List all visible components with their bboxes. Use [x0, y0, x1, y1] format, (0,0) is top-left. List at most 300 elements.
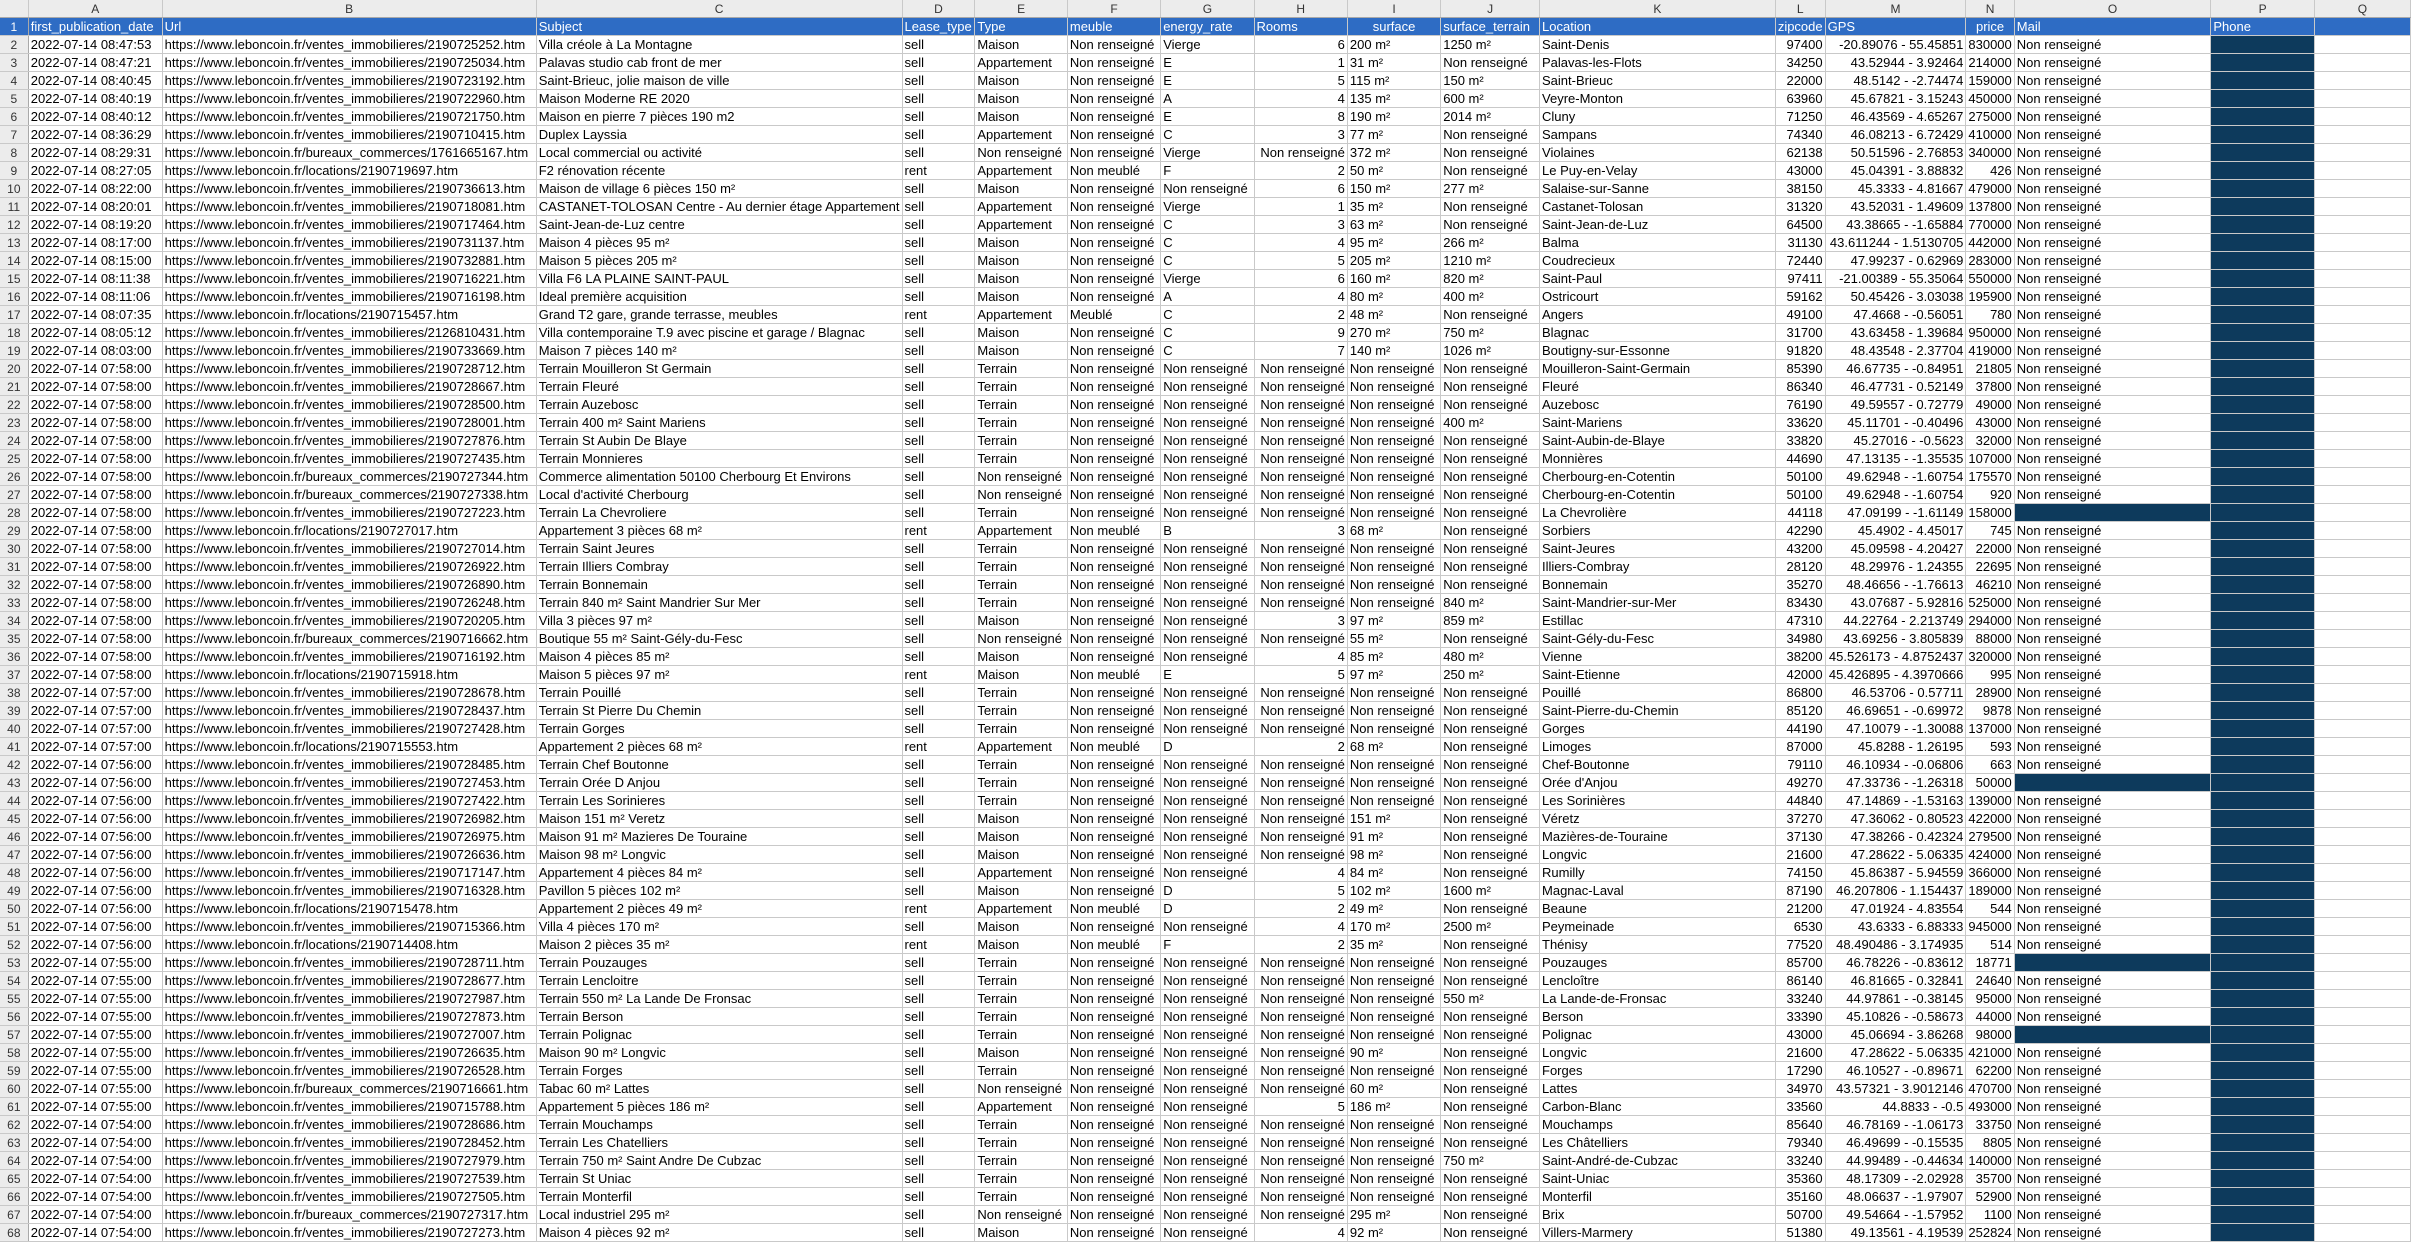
cell-h[interactable]: 4: [1254, 90, 1347, 108]
cell-h[interactable]: Non renseigné: [1254, 684, 1347, 702]
cell-d[interactable]: sell: [902, 432, 975, 450]
cell-o[interactable]: Non renseigné: [2014, 918, 2211, 936]
cell-h[interactable]: Non renseigné: [1254, 810, 1347, 828]
cell-d[interactable]: sell: [902, 972, 975, 990]
cell-a[interactable]: 2022-07-14 08:15:00: [28, 252, 162, 270]
cell-n[interactable]: 275000: [1966, 108, 2014, 126]
cell-g[interactable]: C: [1161, 324, 1254, 342]
row-header[interactable]: 7: [0, 126, 28, 144]
row-header[interactable]: 21: [0, 378, 28, 396]
cell-j[interactable]: Non renseigné: [1441, 954, 1540, 972]
cell-c[interactable]: Maison 4 pièces 95 m²: [536, 234, 902, 252]
cell-m[interactable]: 44.99489 - -0.44634: [1825, 1152, 1966, 1170]
cell-l[interactable]: 74340: [1775, 126, 1825, 144]
cell-a[interactable]: 2022-07-14 07:58:00: [28, 666, 162, 684]
cell-i[interactable]: Non renseigné: [1347, 702, 1440, 720]
cell-h[interactable]: Non renseigné: [1254, 846, 1347, 864]
row-header[interactable]: 40: [0, 720, 28, 738]
cell-o[interactable]: Non renseigné: [2014, 180, 2211, 198]
cell-o[interactable]: Non renseigné: [2014, 270, 2211, 288]
cell-q[interactable]: [2314, 954, 2410, 972]
cell-a[interactable]: 2022-07-14 08:27:05: [28, 162, 162, 180]
cell-b[interactable]: https://www.leboncoin.fr/ventes_immobilieres/2190716221.htm: [162, 270, 536, 288]
cell-p-redacted[interactable]: [2211, 162, 2315, 180]
cell-h[interactable]: 5: [1254, 72, 1347, 90]
cell-q[interactable]: [2314, 90, 2410, 108]
cell-e[interactable]: Appartement: [975, 216, 1067, 234]
cell-c[interactable]: F2 rénovation récente: [536, 162, 902, 180]
cell-l[interactable]: 42290: [1775, 522, 1825, 540]
cell-g[interactable]: Non renseigné: [1161, 720, 1254, 738]
cell-g[interactable]: Non renseigné: [1161, 630, 1254, 648]
cell-j[interactable]: 840 m²: [1441, 594, 1540, 612]
cell-g[interactable]: Non renseigné: [1161, 756, 1254, 774]
cell-c[interactable]: Terrain Pouillé: [536, 684, 902, 702]
cell-b[interactable]: https://www.leboncoin.fr/ventes_immobilieres/2190728686.htm: [162, 1116, 536, 1134]
cell-m[interactable]: 50.45426 - 3.03038: [1825, 288, 1966, 306]
row-header[interactable]: 43: [0, 774, 28, 792]
cell-d[interactable]: sell: [902, 558, 975, 576]
cell-i[interactable]: 55 m²: [1347, 630, 1440, 648]
cell-e[interactable]: Terrain: [975, 450, 1067, 468]
cell-a[interactable]: 2022-07-14 08:40:45: [28, 72, 162, 90]
cell-m[interactable]: 46.81665 - 0.32841: [1825, 972, 1966, 990]
cell-f[interactable]: Non renseigné: [1067, 1080, 1160, 1098]
cell-c[interactable]: Maison 98 m² Longvic: [536, 846, 902, 864]
cell-d[interactable]: sell: [902, 756, 975, 774]
cell-h[interactable]: 2: [1254, 738, 1347, 756]
cell-o[interactable]: Non renseigné: [2014, 1008, 2211, 1026]
row-header[interactable]: 36: [0, 648, 28, 666]
cell-n[interactable]: 22000: [1966, 540, 2014, 558]
cell-j[interactable]: Non renseigné: [1441, 1206, 1540, 1224]
row-header[interactable]: 61: [0, 1098, 28, 1116]
cell-g[interactable]: Non renseigné: [1161, 1224, 1254, 1242]
cell-j[interactable]: Non renseigné: [1441, 360, 1540, 378]
cell-l[interactable]: 33240: [1775, 1152, 1825, 1170]
cell-c[interactable]: Ideal première acquisition: [536, 288, 902, 306]
column-header-n[interactable]: N: [1966, 0, 2014, 18]
cell-i[interactable]: Non renseigné: [1347, 1134, 1440, 1152]
cell-j[interactable]: Non renseigné: [1441, 144, 1540, 162]
cell-q[interactable]: [2314, 198, 2410, 216]
cell-k[interactable]: Salaise-sur-Sanne: [1540, 180, 1776, 198]
cell-q[interactable]: [2314, 936, 2410, 954]
cell-d[interactable]: sell: [902, 198, 975, 216]
cell-m[interactable]: 50.51596 - 2.76853: [1825, 144, 1966, 162]
cell-d[interactable]: sell: [902, 1044, 975, 1062]
row-header[interactable]: 64: [0, 1152, 28, 1170]
cell-j[interactable]: 480 m²: [1441, 648, 1540, 666]
cell-l[interactable]: 86340: [1775, 378, 1825, 396]
cell-j[interactable]: Non renseigné: [1441, 792, 1540, 810]
cell-f[interactable]: Non meublé: [1067, 936, 1160, 954]
cell-k[interactable]: Gorges: [1540, 720, 1776, 738]
column-header-m[interactable]: M: [1825, 0, 1966, 18]
cell-j[interactable]: 277 m²: [1441, 180, 1540, 198]
cell-g[interactable]: F: [1161, 162, 1254, 180]
cell-c[interactable]: Appartement 4 pièces 84 m²: [536, 864, 902, 882]
cell-d[interactable]: sell: [902, 270, 975, 288]
cell-l[interactable]: 44840: [1775, 792, 1825, 810]
row-header[interactable]: 13: [0, 234, 28, 252]
cell-h[interactable]: 4: [1254, 234, 1347, 252]
header-cell-m[interactable]: GPS: [1825, 18, 1966, 36]
cell-c[interactable]: Maison 4 pièces 92 m²: [536, 1224, 902, 1242]
cell-o[interactable]: Non renseigné: [2014, 558, 2211, 576]
cell-a[interactable]: 2022-07-14 07:54:00: [28, 1170, 162, 1188]
cell-k[interactable]: Pouzauges: [1540, 954, 1776, 972]
row-header[interactable]: 60: [0, 1080, 28, 1098]
cell-d[interactable]: sell: [902, 792, 975, 810]
cell-i[interactable]: 270 m²: [1347, 324, 1440, 342]
cell-m[interactable]: 47.28622 - 5.06335: [1825, 846, 1966, 864]
cell-e[interactable]: Maison: [975, 648, 1067, 666]
cell-e[interactable]: Maison: [975, 234, 1067, 252]
cell-d[interactable]: sell: [902, 630, 975, 648]
cell-c[interactable]: Terrain St Uniac: [536, 1170, 902, 1188]
cell-f[interactable]: Non renseigné: [1067, 846, 1160, 864]
cell-e[interactable]: Maison: [975, 918, 1067, 936]
cell-i[interactable]: 91 m²: [1347, 828, 1440, 846]
cell-k[interactable]: Forges: [1540, 1062, 1776, 1080]
cell-j[interactable]: Non renseigné: [1441, 504, 1540, 522]
cell-m[interactable]: 47.38266 - 0.42324: [1825, 828, 1966, 846]
cell-e[interactable]: Maison: [975, 882, 1067, 900]
cell-q[interactable]: [2314, 1188, 2410, 1206]
cell-i[interactable]: 186 m²: [1347, 1098, 1440, 1116]
cell-b[interactable]: https://www.leboncoin.fr/ventes_immobilieres/2190718081.htm: [162, 198, 536, 216]
cell-h[interactable]: 4: [1254, 918, 1347, 936]
cell-m[interactable]: 47.33736 - -1.26318: [1825, 774, 1966, 792]
cell-q[interactable]: [2314, 126, 2410, 144]
cell-l[interactable]: 85390: [1775, 360, 1825, 378]
row-header[interactable]: 39: [0, 702, 28, 720]
cell-c[interactable]: Terrain Lencloitre: [536, 972, 902, 990]
cell-f[interactable]: Non renseigné: [1067, 1098, 1160, 1116]
cell-c[interactable]: Terrain Les Sorinieres: [536, 792, 902, 810]
cell-o[interactable]: Non renseigné: [2014, 396, 2211, 414]
cell-e[interactable]: Terrain: [975, 702, 1067, 720]
cell-q[interactable]: [2314, 666, 2410, 684]
cell-e[interactable]: Terrain: [975, 684, 1067, 702]
cell-f[interactable]: Non renseigné: [1067, 990, 1160, 1008]
cell-m[interactable]: 46.08213 - 6.72429: [1825, 126, 1966, 144]
cell-h[interactable]: 3: [1254, 216, 1347, 234]
cell-e[interactable]: Appartement: [975, 126, 1067, 144]
cell-e[interactable]: Terrain: [975, 414, 1067, 432]
cell-e[interactable]: Appartement: [975, 900, 1067, 918]
cell-p-redacted[interactable]: [2211, 72, 2315, 90]
cell-m[interactable]: 48.490486 - 3.174935: [1825, 936, 1966, 954]
cell-b[interactable]: https://www.leboncoin.fr/ventes_immobilieres/2190715366.htm: [162, 918, 536, 936]
cell-b[interactable]: https://www.leboncoin.fr/ventes_immobilieres/2190728678.htm: [162, 684, 536, 702]
cell-i[interactable]: 68 m²: [1347, 522, 1440, 540]
cell-l[interactable]: 34250: [1775, 54, 1825, 72]
cell-k[interactable]: Orée d'Anjou: [1540, 774, 1776, 792]
cell-b[interactable]: https://www.leboncoin.fr/ventes_immobilieres/2190727223.htm: [162, 504, 536, 522]
cell-l[interactable]: 63960: [1775, 90, 1825, 108]
cell-b[interactable]: https://www.leboncoin.fr/ventes_immobilieres/2190728485.htm: [162, 756, 536, 774]
cell-f[interactable]: Non renseigné: [1067, 756, 1160, 774]
cell-g[interactable]: Vierge: [1161, 198, 1254, 216]
cell-o[interactable]: Non renseigné: [2014, 666, 2211, 684]
cell-k[interactable]: Balma: [1540, 234, 1776, 252]
cell-f[interactable]: Non renseigné: [1067, 630, 1160, 648]
cell-p-redacted[interactable]: [2211, 576, 2315, 594]
cell-p-redacted[interactable]: [2211, 864, 2315, 882]
row-header[interactable]: 66: [0, 1188, 28, 1206]
cell-q[interactable]: [2314, 72, 2410, 90]
cell-p-redacted[interactable]: [2211, 1206, 2315, 1224]
cell-g[interactable]: Non renseigné: [1161, 396, 1254, 414]
cell-p-redacted[interactable]: [2211, 306, 2315, 324]
cell-e[interactable]: Terrain: [975, 558, 1067, 576]
cell-a[interactable]: 2022-07-14 07:58:00: [28, 648, 162, 666]
cell-c[interactable]: Appartement 3 pièces 68 m²: [536, 522, 902, 540]
row-header[interactable]: 27: [0, 486, 28, 504]
cell-n[interactable]: 43000: [1966, 414, 2014, 432]
cell-b[interactable]: https://www.leboncoin.fr/ventes_immobilieres/2190728452.htm: [162, 1134, 536, 1152]
cell-j[interactable]: 859 m²: [1441, 612, 1540, 630]
cell-k[interactable]: Magnac-Laval: [1540, 882, 1776, 900]
cell-q[interactable]: [2314, 990, 2410, 1008]
column-header-c[interactable]: C: [536, 0, 902, 18]
cell-k[interactable]: Saint-Jeures: [1540, 540, 1776, 558]
cell-d[interactable]: sell: [902, 990, 975, 1008]
cell-j[interactable]: 1026 m²: [1441, 342, 1540, 360]
cell-j[interactable]: 1210 m²: [1441, 252, 1540, 270]
cell-e[interactable]: Non renseigné: [975, 486, 1067, 504]
cell-m[interactable]: 43.57321 - 3.9012146: [1825, 1080, 1966, 1098]
cell-n[interactable]: 32000: [1966, 432, 2014, 450]
cell-l[interactable]: 97400: [1775, 36, 1825, 54]
cell-f[interactable]: Non renseigné: [1067, 576, 1160, 594]
cell-g[interactable]: Non renseigné: [1161, 414, 1254, 432]
header-cell-f[interactable]: meuble: [1067, 18, 1160, 36]
cell-c[interactable]: Terrain St Pierre Du Chemin: [536, 702, 902, 720]
cell-l[interactable]: 37130: [1775, 828, 1825, 846]
cell-c[interactable]: Duplex Layssia: [536, 126, 902, 144]
cell-i[interactable]: 77 m²: [1347, 126, 1440, 144]
cell-h[interactable]: Non renseigné: [1254, 504, 1347, 522]
cell-l[interactable]: 85120: [1775, 702, 1825, 720]
cell-n[interactable]: 450000: [1966, 90, 2014, 108]
cell-i[interactable]: Non renseigné: [1347, 486, 1440, 504]
cell-b[interactable]: https://www.leboncoin.fr/ventes_immobilieres/2190727453.htm: [162, 774, 536, 792]
cell-k[interactable]: Mouchamps: [1540, 1116, 1776, 1134]
cell-m[interactable]: 45.3333 - 4.81667: [1825, 180, 1966, 198]
cell-d[interactable]: sell: [902, 1134, 975, 1152]
cell-c[interactable]: Terrain 750 m² Saint Andre De Cubzac: [536, 1152, 902, 1170]
cell-n[interactable]: 920: [1966, 486, 2014, 504]
cell-h[interactable]: 5: [1254, 666, 1347, 684]
cell-a[interactable]: 2022-07-14 07:56:00: [28, 864, 162, 882]
cell-l[interactable]: 33820: [1775, 432, 1825, 450]
cell-j[interactable]: Non renseigné: [1441, 126, 1540, 144]
cell-j[interactable]: Non renseigné: [1441, 432, 1540, 450]
cell-o-redacted[interactable]: [2014, 504, 2211, 522]
cell-b[interactable]: https://www.leboncoin.fr/ventes_immobilieres/2190710415.htm: [162, 126, 536, 144]
cell-i[interactable]: Non renseigné: [1347, 414, 1440, 432]
cell-p-redacted[interactable]: [2211, 972, 2315, 990]
cell-c[interactable]: Pavillon 5 pièces 102 m²: [536, 882, 902, 900]
cell-g[interactable]: D: [1161, 882, 1254, 900]
cell-f[interactable]: Non meublé: [1067, 738, 1160, 756]
cell-d[interactable]: sell: [902, 1188, 975, 1206]
cell-i[interactable]: Non renseigné: [1347, 954, 1440, 972]
cell-p-redacted[interactable]: [2211, 90, 2315, 108]
cell-j[interactable]: Non renseigné: [1441, 936, 1540, 954]
cell-l[interactable]: 42000: [1775, 666, 1825, 684]
cell-h[interactable]: Non renseigné: [1254, 360, 1347, 378]
cell-k[interactable]: Le Puy-en-Velay: [1540, 162, 1776, 180]
cell-g[interactable]: Non renseigné: [1161, 1188, 1254, 1206]
cell-i[interactable]: Non renseigné: [1347, 774, 1440, 792]
cell-q[interactable]: [2314, 1152, 2410, 1170]
cell-f[interactable]: Non renseigné: [1067, 1026, 1160, 1044]
select-all-corner[interactable]: [0, 0, 28, 18]
cell-q[interactable]: [2314, 774, 2410, 792]
cell-h[interactable]: 5: [1254, 252, 1347, 270]
cell-b[interactable]: https://www.leboncoin.fr/ventes_immobilieres/2190723192.htm: [162, 72, 536, 90]
cell-i[interactable]: 190 m²: [1347, 108, 1440, 126]
cell-c[interactable]: Maison en pierre 7 pièces 190 m2: [536, 108, 902, 126]
cell-k[interactable]: Saint-Jean-de-Luz: [1540, 216, 1776, 234]
cell-p-redacted[interactable]: [2211, 486, 2315, 504]
cell-l[interactable]: 35160: [1775, 1188, 1825, 1206]
cell-m[interactable]: 48.43548 - 2.37704: [1825, 342, 1966, 360]
cell-m[interactable]: 49.59557 - 0.72779: [1825, 396, 1966, 414]
cell-k[interactable]: Peymeinade: [1540, 918, 1776, 936]
cell-n[interactable]: 493000: [1966, 1098, 2014, 1116]
cell-k[interactable]: Saint-Gély-du-Fesc: [1540, 630, 1776, 648]
cell-c[interactable]: Grand T2 gare, grande terrasse, meubles: [536, 306, 902, 324]
cell-p-redacted[interactable]: [2211, 936, 2315, 954]
cell-m[interactable]: 46.207806 - 1.154437: [1825, 882, 1966, 900]
cell-g[interactable]: Non renseigné: [1161, 450, 1254, 468]
cell-d[interactable]: sell: [902, 342, 975, 360]
cell-q[interactable]: [2314, 1044, 2410, 1062]
cell-o[interactable]: Non renseigné: [2014, 234, 2211, 252]
row-header[interactable]: 46: [0, 828, 28, 846]
cell-b[interactable]: https://www.leboncoin.fr/ventes_immobilieres/2190728500.htm: [162, 396, 536, 414]
cell-i[interactable]: 140 m²: [1347, 342, 1440, 360]
cell-i[interactable]: 60 m²: [1347, 1080, 1440, 1098]
cell-f[interactable]: Non renseigné: [1067, 504, 1160, 522]
cell-d[interactable]: sell: [902, 1152, 975, 1170]
row-header[interactable]: 68: [0, 1224, 28, 1242]
cell-i[interactable]: Non renseigné: [1347, 684, 1440, 702]
cell-n[interactable]: 137800: [1966, 198, 2014, 216]
cell-o[interactable]: Non renseigné: [2014, 684, 2211, 702]
cell-e[interactable]: Terrain: [975, 1170, 1067, 1188]
cell-p-redacted[interactable]: [2211, 540, 2315, 558]
cell-q[interactable]: [2314, 630, 2410, 648]
cell-l[interactable]: 44690: [1775, 450, 1825, 468]
cell-p-redacted[interactable]: [2211, 666, 2315, 684]
cell-e[interactable]: Maison: [975, 180, 1067, 198]
cell-e[interactable]: Maison: [975, 90, 1067, 108]
cell-m[interactable]: 46.47731 - 0.52149: [1825, 378, 1966, 396]
cell-e[interactable]: Appartement: [975, 1098, 1067, 1116]
cell-p-redacted[interactable]: [2211, 1044, 2315, 1062]
row-header[interactable]: 20: [0, 360, 28, 378]
cell-k[interactable]: Brix: [1540, 1206, 1776, 1224]
cell-p-redacted[interactable]: [2211, 1188, 2315, 1206]
cell-p-redacted[interactable]: [2211, 882, 2315, 900]
cell-q[interactable]: [2314, 342, 2410, 360]
cell-g[interactable]: Non renseigné: [1161, 360, 1254, 378]
cell-q[interactable]: [2314, 846, 2410, 864]
cell-n[interactable]: 1100: [1966, 1206, 2014, 1224]
cell-l[interactable]: 28120: [1775, 558, 1825, 576]
cell-q[interactable]: [2314, 684, 2410, 702]
cell-p-redacted[interactable]: [2211, 684, 2315, 702]
cell-q[interactable]: [2314, 54, 2410, 72]
cell-p-redacted[interactable]: [2211, 1224, 2315, 1242]
cell-g[interactable]: Non renseigné: [1161, 828, 1254, 846]
cell-c[interactable]: Villa 4 pièces 170 m²: [536, 918, 902, 936]
cell-g[interactable]: Non renseigné: [1161, 1152, 1254, 1170]
cell-e[interactable]: Terrain: [975, 954, 1067, 972]
cell-l[interactable]: 21200: [1775, 900, 1825, 918]
cell-e[interactable]: Appartement: [975, 738, 1067, 756]
cell-j[interactable]: Non renseigné: [1441, 1224, 1540, 1242]
cell-a[interactable]: 2022-07-14 07:58:00: [28, 522, 162, 540]
cell-d[interactable]: sell: [902, 72, 975, 90]
cell-f[interactable]: Non renseigné: [1067, 558, 1160, 576]
cell-g[interactable]: Vierge: [1161, 36, 1254, 54]
cell-a[interactable]: 2022-07-14 07:56:00: [28, 900, 162, 918]
cell-e[interactable]: Terrain: [975, 396, 1067, 414]
cell-f[interactable]: Non renseigné: [1067, 1062, 1160, 1080]
cell-a[interactable]: 2022-07-14 07:56:00: [28, 810, 162, 828]
cell-i[interactable]: 98 m²: [1347, 846, 1440, 864]
row-header[interactable]: 57: [0, 1026, 28, 1044]
cell-f[interactable]: Non renseigné: [1067, 1170, 1160, 1188]
cell-m[interactable]: 45.09598 - 4.20427: [1825, 540, 1966, 558]
cell-i[interactable]: 92 m²: [1347, 1224, 1440, 1242]
cell-n[interactable]: 830000: [1966, 36, 2014, 54]
row-header[interactable]: 49: [0, 882, 28, 900]
cell-k[interactable]: Longvic: [1540, 846, 1776, 864]
cell-n[interactable]: 8805: [1966, 1134, 2014, 1152]
cell-c[interactable]: Terrain St Aubin De Blaye: [536, 432, 902, 450]
cell-q[interactable]: [2314, 1134, 2410, 1152]
cell-o[interactable]: Non renseigné: [2014, 576, 2211, 594]
cell-j[interactable]: Non renseigné: [1441, 1062, 1540, 1080]
cell-m[interactable]: 43.38665 - -1.65884: [1825, 216, 1966, 234]
row-header[interactable]: 28: [0, 504, 28, 522]
cell-i[interactable]: 80 m²: [1347, 288, 1440, 306]
cell-j[interactable]: 250 m²: [1441, 666, 1540, 684]
cell-c[interactable]: Terrain Gorges: [536, 720, 902, 738]
cell-j[interactable]: Non renseigné: [1441, 720, 1540, 738]
cell-n[interactable]: 283000: [1966, 252, 2014, 270]
cell-j[interactable]: 400 m²: [1441, 414, 1540, 432]
cell-g[interactable]: Non renseigné: [1161, 1044, 1254, 1062]
cell-h[interactable]: Non renseigné: [1254, 576, 1347, 594]
cell-h[interactable]: Non renseigné: [1254, 1008, 1347, 1026]
cell-f[interactable]: Non renseigné: [1067, 540, 1160, 558]
cell-i[interactable]: Non renseigné: [1347, 432, 1440, 450]
row-header[interactable]: 31: [0, 558, 28, 576]
cell-p-redacted[interactable]: [2211, 648, 2315, 666]
cell-o[interactable]: Non renseigné: [2014, 1134, 2211, 1152]
row-header[interactable]: 15: [0, 270, 28, 288]
cell-n[interactable]: 945000: [1966, 918, 2014, 936]
